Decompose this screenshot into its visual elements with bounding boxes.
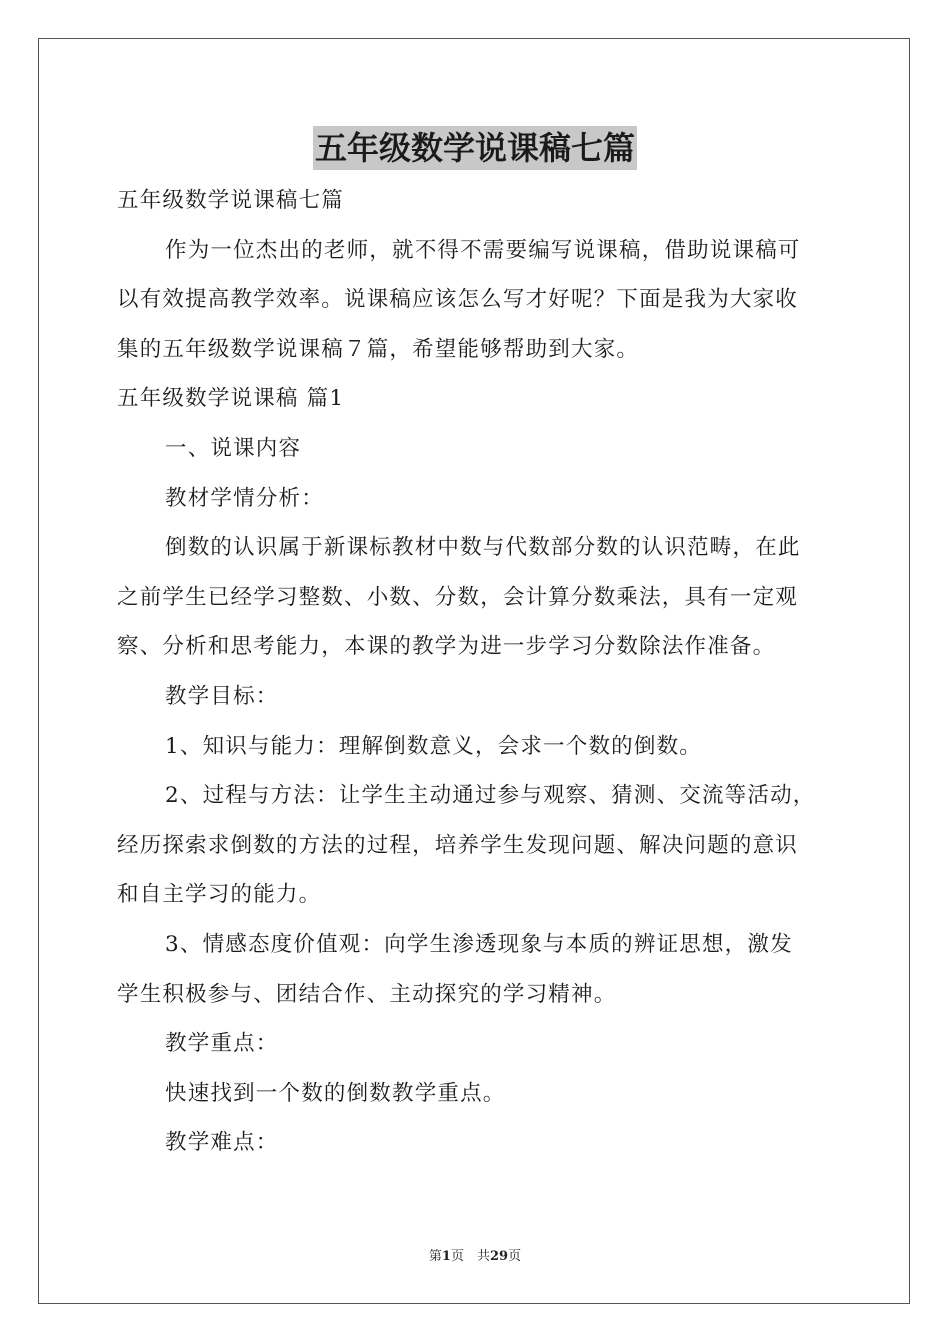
- paragraph-line: 一、说课内容: [165, 435, 302, 461]
- paragraph-line: 作为一位杰出的老师，就不得不需要编写说课稿，借助说课稿可: [165, 237, 801, 263]
- document-title: 五年级数学说课稿七篇: [313, 126, 637, 170]
- total-page-count: 29: [489, 1249, 509, 1264]
- paragraph-line: 和自主学习的能力。: [117, 882, 322, 908]
- paragraph-line: 1、知识与能力：理解倒数意义，会求一个数的倒数。: [165, 733, 702, 759]
- paragraph-line: 集的五年级数学说课稿７篇，希望能够帮助到大家。: [117, 336, 640, 362]
- title-container: [0, 126, 950, 170]
- paragraph-line: 经历探索求倒数的方法的过程，培养学生发现问题、解决问题的意识: [117, 832, 799, 858]
- footer-prefix: 第: [428, 1249, 442, 1264]
- paragraph-line: 学生积极参与、团结合作、主动探究的学习精神。: [117, 981, 617, 1007]
- paragraph-line: 快速找到一个数的倒数教学重点。: [165, 1080, 506, 1106]
- paragraph-line: 之前学生已经学习整数、小数、分数，会计算分数乘法，具有一定观: [117, 584, 799, 610]
- document-body: [117, 176, 837, 1168]
- paragraph-line: 倒数的认识属于新课标教材中数与代数部分数的认识范畴，在此: [165, 535, 801, 561]
- subtitle-line: 五年级数学说课稿七篇: [117, 188, 345, 213]
- paragraph-line: 教学目标：: [165, 683, 279, 709]
- current-page-number: 1: [441, 1249, 451, 1264]
- paragraph-line: 教学难点：: [165, 1130, 279, 1156]
- paragraph-line: 察、分析和思考能力，本课的教学为进一步学习分数除法作准备。: [117, 634, 776, 660]
- footer-mid: 页 共: [450, 1249, 490, 1264]
- paragraph-line: 3、情感态度价值观：向学生渗透现象与本质的辨证思想，激发: [165, 931, 793, 957]
- footer-suffix: 页: [508, 1249, 522, 1264]
- paragraph-line: 教材学情分析：: [165, 485, 324, 511]
- paragraph-line: 以有效提高教学效率。说课稿应该怎么写才好呢？下面是我为大家收: [117, 287, 799, 313]
- page-footer: [0, 1245, 950, 1264]
- paragraph-line: 教学重点：: [165, 1031, 279, 1057]
- paragraph-line: 2、过程与方法：让学生主动通过参与观察、猜测、交流等活动，: [165, 783, 816, 809]
- section-heading: 五年级数学说课稿 篇1: [117, 386, 345, 412]
